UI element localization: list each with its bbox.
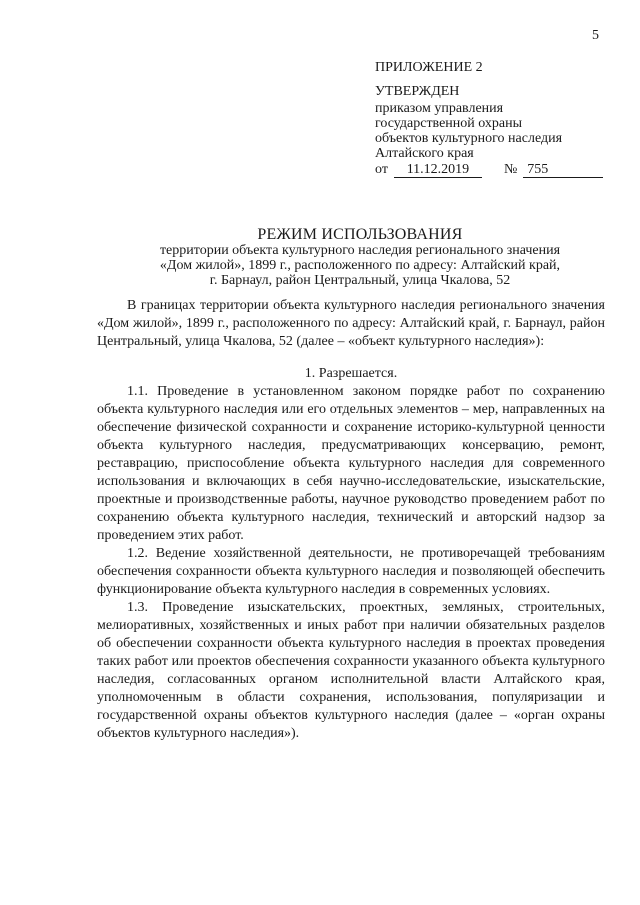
order-line: Алтайского края bbox=[375, 146, 474, 161]
page-number: 5 bbox=[592, 28, 599, 43]
list-item: 1.3. Проведение изыскательских, проектных, земляных, строительных, мелиоративных, хозяйственных и иных работ при наличии обязательных разделов об обеспечении сохранности объекта культурного наследия в проектах проведения таких работ или проектов обеспечения сохранности указанного объекта культурного наследия, согласованных органом исполнительной власти Алтайского края, уполномоченным в области сохранения, использования, популяризации и государственной охраны объектов культурного наследия (далее – «орган охраны объектов культурного наследия»). bbox=[97, 600, 605, 741]
approval-block bbox=[375, 60, 625, 178]
date-number-row bbox=[375, 162, 625, 178]
list-item: 1.1. Проведение в установленном законом порядке работ по сохранению объекта культурного наследия или его отдельных элементов – мер, направленных на обеспечение физической сохранности и сохранение историко-культурной ценности объекта культурного наследия, предусматривающих консервацию, ремонт, реставрацию, приспособление объекта культурного наследия для современного использования и включающих в себя научно-исследовательские, изыскательские, проектные и производственные работы, научное руководство проведением работ по сохранению объекта культурного наследия, технический и авторский надзор за проведением этих работ. bbox=[97, 384, 605, 543]
order-line: государственной охраны bbox=[375, 116, 523, 131]
annex-label: ПРИЛОЖЕНИЕ 2 bbox=[375, 60, 483, 75]
title-subline: территории объекта культурного наследия регионального значения bbox=[159, 243, 561, 258]
list-item: 1.2. Ведение хозяйственной деятельности, не противоречащей требованиям обеспечения сохранности объекта культурного наследия и позволяющей обеспечить функционирование объекта культурного наследия в современных условиях. bbox=[97, 546, 605, 597]
date-label: от bbox=[375, 162, 388, 177]
number-label: № bbox=[503, 162, 518, 177]
main-title: РЕЖИМ ИСПОЛЬЗОВАНИЯ bbox=[257, 226, 463, 243]
date-value: 11.12.2019 bbox=[394, 163, 482, 178]
number-value: 755 bbox=[523, 163, 603, 178]
document-title bbox=[100, 226, 620, 288]
title-subline: г. Барнаул, район Центральный, улица Чкалова, 52 bbox=[209, 273, 511, 288]
section-heading: 1. Разрешается. bbox=[304, 366, 398, 381]
order-line: приказом управления bbox=[375, 101, 504, 116]
document-body bbox=[97, 297, 605, 743]
approved-label: УТВЕРЖДЕН bbox=[375, 84, 460, 99]
title-subline: «Дом жилой», 1899 г., расположенного по адресу: Алтайский край, bbox=[159, 258, 561, 273]
intro-paragraph: В границах территории объекта культурного наследия регионального значения «Дом жилой», 1899 г., расположенного по адресу: Алтайский край, г. Барнаул, район Центральный, улица Чкалова, 52 (далее – «объект культурного наследия»): bbox=[97, 298, 605, 349]
order-line: объектов культурного наследия bbox=[375, 131, 563, 146]
